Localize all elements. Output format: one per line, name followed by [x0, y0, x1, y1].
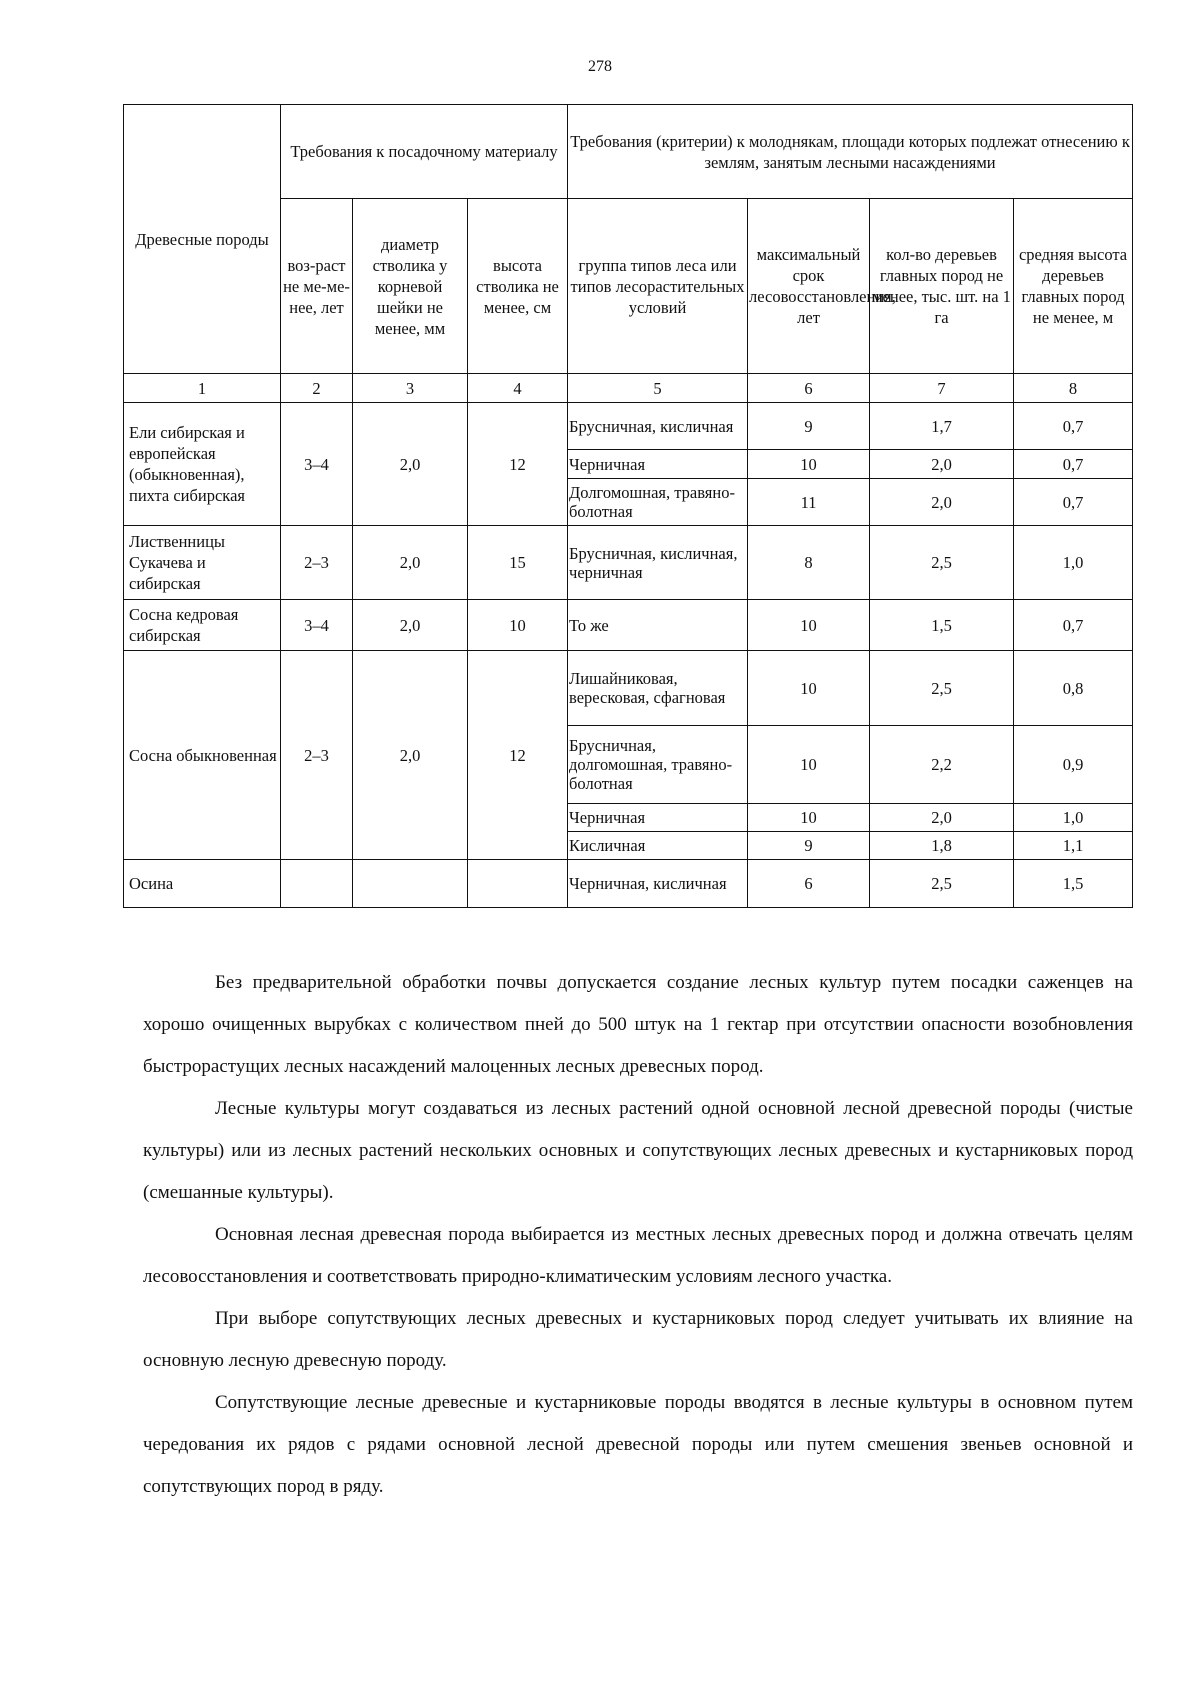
header-planting-material: Требования к посадочному материалу: [281, 105, 568, 199]
column-number: 4: [468, 374, 568, 403]
forest-type-cell: Черничная: [568, 804, 748, 832]
height-cell: 10: [468, 600, 568, 651]
avg-height-cell: 1,0: [1014, 804, 1133, 832]
avg-height-cell: 0,7: [1014, 600, 1133, 651]
avg-height-cell: 1,5: [1014, 860, 1133, 908]
count-cell: 2,0: [870, 479, 1014, 526]
avg-height-cell: 1,0: [1014, 526, 1133, 600]
column-number: 1: [124, 374, 281, 403]
forest-type-cell: Брусничная, кисличная, черничная: [568, 526, 748, 600]
diameter-cell: 2,0: [353, 651, 468, 860]
species-cell: Осина: [124, 860, 281, 908]
header-forest-type-group: группа типов леса или типов лесорастительных условий: [568, 199, 748, 374]
table-row: [124, 600, 1133, 651]
header-diameter: диаметр стволика у корневой шейки не менее, мм: [353, 199, 468, 374]
forest-requirements-table: [123, 104, 1133, 908]
species-cell: Ели сибирская и европейская (обыкновенная), пихта сибирская: [124, 403, 281, 526]
table-row: [124, 860, 1133, 908]
count-cell: 1,7: [870, 403, 1014, 450]
forest-type-cell: То же: [568, 600, 748, 651]
count-cell: 1,5: [870, 600, 1014, 651]
header-average-height: средняя высота деревьев главных пород не менее, м: [1014, 199, 1133, 374]
header-age: воз-раст не ме-ме-нее, лет: [281, 199, 353, 374]
avg-height-cell: 0,7: [1014, 479, 1133, 526]
count-cell: 1,8: [870, 832, 1014, 860]
species-cell: Сосна обыкновенная: [124, 651, 281, 860]
count-cell: 2,5: [870, 651, 1014, 726]
term-cell: 9: [748, 403, 870, 450]
diameter-cell: [353, 860, 468, 908]
age-cell: 2–3: [281, 651, 353, 860]
age-cell: 2–3: [281, 526, 353, 600]
height-cell: 15: [468, 526, 568, 600]
table-row: [124, 651, 1133, 726]
forest-type-cell: Брусничная, долгомошная, травяно-болотная: [568, 726, 748, 804]
column-number: 6: [748, 374, 870, 403]
header-species: Древесные породы: [124, 105, 281, 374]
species-cell: Лиственницы Сукачева и сибирская: [124, 526, 281, 600]
term-cell: 11: [748, 479, 870, 526]
term-cell: 10: [748, 804, 870, 832]
header-max-term: максимальный срок лесовосстановления, лет: [748, 199, 870, 374]
paragraph: Без предварительной обработки почвы допускается создание лесных культур путем посадки саженцев на хорошо очищенных вырубках с количеством пней до 500 штук на 1 гектар при отсутствии опасности возобновления быстрорастущих лесных насаждений малоценных лесных древесных пород.: [143, 972, 1133, 1077]
column-number: 8: [1014, 374, 1133, 403]
count-cell: 2,5: [870, 526, 1014, 600]
diameter-cell: 2,0: [353, 526, 468, 600]
term-cell: 8: [748, 526, 870, 600]
paragraph: При выборе сопутствующих лесных древесных и кустарниковых пород следует учитывать их влияние на основную лесную древесную породу.: [143, 1308, 1133, 1371]
forest-type-cell: Долгомошная, травяно-болотная: [568, 479, 748, 526]
count-cell: 2,0: [870, 450, 1014, 479]
term-cell: 10: [748, 726, 870, 804]
column-number: 5: [568, 374, 748, 403]
term-cell: 10: [748, 450, 870, 479]
paragraph: Лесные культуры могут создаваться из лесных растений одной основной лесной древесной породы (чистые культуры) или из лесных растений нескольких основных и сопутствующих лесных древесных и кустарниковых пород (смешанные культуры).: [143, 1098, 1133, 1203]
paragraph: Основная лесная древесная порода выбирается из местных лесных древесных пород и должна отвечать целям лесовосстановления и соответствовать природно-климатическим условиям лесного участка.: [143, 1224, 1133, 1287]
avg-height-cell: 0,8: [1014, 651, 1133, 726]
forest-type-cell: Брусничная, кисличная: [568, 403, 748, 450]
height-cell: [468, 860, 568, 908]
header-height: высота стволика не менее, см: [468, 199, 568, 374]
header-tree-count: кол-во деревьев главных пород не менее, тыс. шт. на 1 га: [870, 199, 1014, 374]
forest-type-cell: Черничная, кисличная: [568, 860, 748, 908]
count-cell: 2,2: [870, 726, 1014, 804]
diameter-cell: 2,0: [353, 403, 468, 526]
count-cell: 2,5: [870, 860, 1014, 908]
table-row: [124, 526, 1133, 600]
count-cell: 2,0: [870, 804, 1014, 832]
height-cell: 12: [468, 651, 568, 860]
avg-height-cell: 0,7: [1014, 403, 1133, 450]
term-cell: 10: [748, 651, 870, 726]
avg-height-cell: 0,7: [1014, 450, 1133, 479]
avg-height-cell: 0,9: [1014, 726, 1133, 804]
forest-type-cell: Черничная: [568, 450, 748, 479]
height-cell: 12: [468, 403, 568, 526]
age-cell: 3–4: [281, 600, 353, 651]
age-cell: [281, 860, 353, 908]
column-number: 3: [353, 374, 468, 403]
page-number: 278: [588, 58, 612, 75]
paragraph: Сопутствующие лесные древесные и кустарниковые породы вводятся в лесные культуры в основном путем чередования их рядов с рядами основной лесной древесной породы или путем смешения звеньев основной и сопутствующих пород в ряду.: [143, 1392, 1133, 1497]
forest-type-cell: Кисличная: [568, 832, 748, 860]
forest-type-cell: Лишайниковая, вересковая, сфагновая: [568, 651, 748, 726]
term-cell: 9: [748, 832, 870, 860]
column-number: 2: [281, 374, 353, 403]
avg-height-cell: 1,1: [1014, 832, 1133, 860]
table-row: [124, 403, 1133, 450]
column-number: 7: [870, 374, 1014, 403]
header-young-stand-criteria: Требования (критерии) к молоднякам, площади которых подлежат отнесению к землям, занятым лесными насаждениями: [568, 105, 1133, 199]
diameter-cell: 2,0: [353, 600, 468, 651]
body-text: [143, 962, 1133, 1508]
species-cell: Сосна кедровая сибирская: [124, 600, 281, 651]
term-cell: 6: [748, 860, 870, 908]
term-cell: 10: [748, 600, 870, 651]
age-cell: 3–4: [281, 403, 353, 526]
